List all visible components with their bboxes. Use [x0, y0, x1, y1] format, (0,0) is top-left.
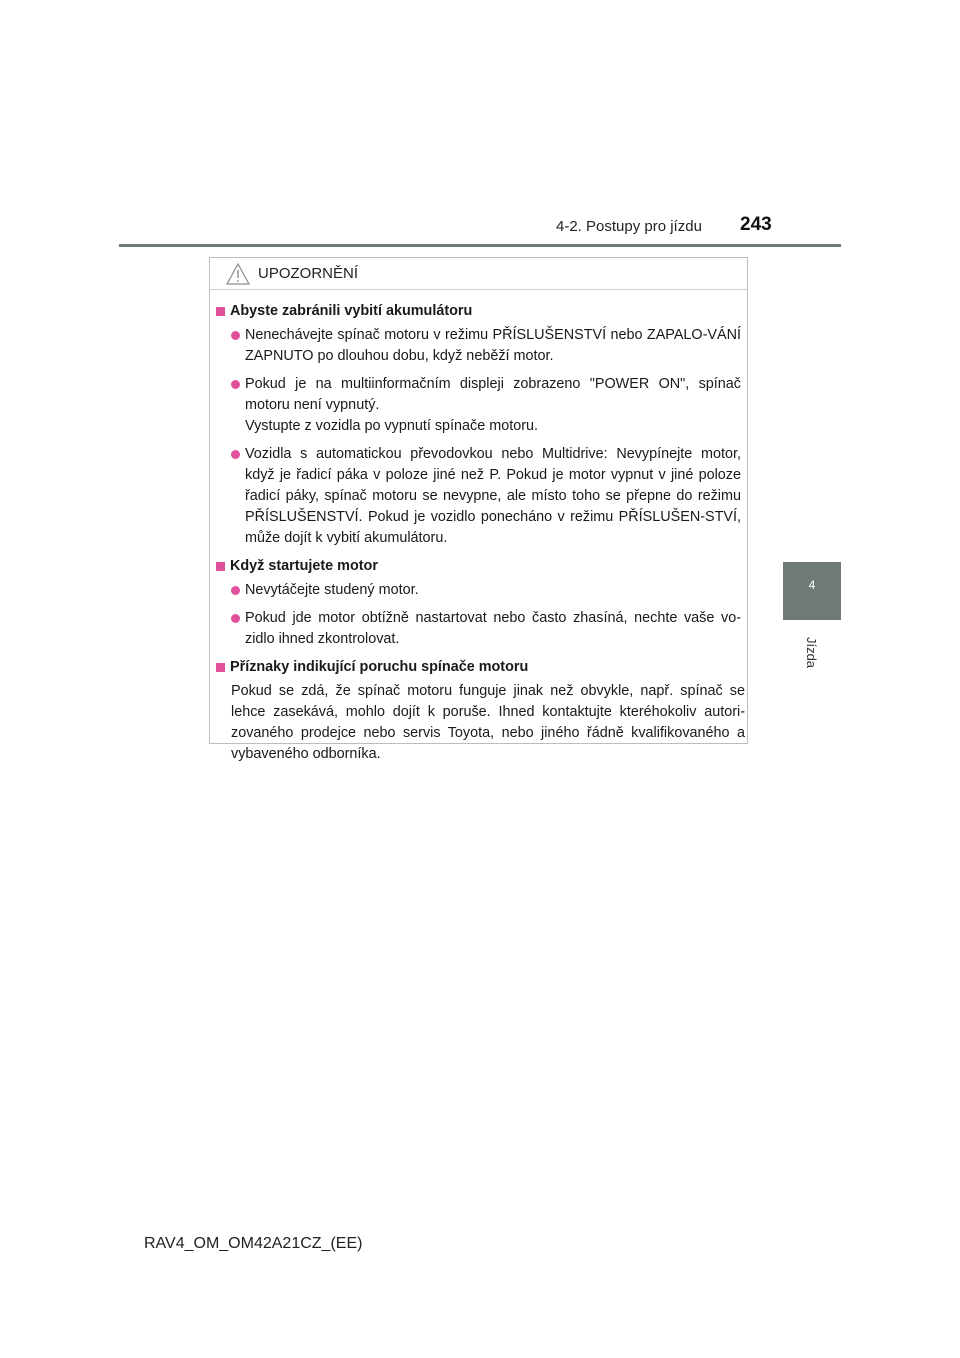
round-bullet-icon — [231, 614, 240, 623]
header-divider — [119, 244, 841, 247]
section-heading — [216, 301, 741, 322]
chapter-label-text: Jízda — [804, 636, 820, 668]
section-heading — [216, 657, 741, 678]
list-item — [231, 608, 741, 650]
list-item — [231, 444, 741, 549]
section-heading-text: Příznaky indikující poruchu spínače motoru — [230, 659, 529, 675]
section-heading-text: Když startujete motor — [230, 558, 378, 574]
list-item — [231, 374, 741, 437]
section-heading-text: Abyste zabránili vybití akumulátoru — [230, 303, 473, 319]
document-id: RAV4_OM_OM42A21CZ_(EE) — [144, 1235, 363, 1252]
list-item — [231, 325, 741, 367]
round-bullet-icon — [231, 450, 240, 459]
round-bullet-icon — [231, 380, 240, 389]
square-bullet-icon — [216, 663, 225, 672]
chapter-label — [783, 622, 841, 682]
list-item-text-continued: Vystupte z vozidla po vypnutí spínače motoru. — [245, 418, 539, 434]
warning-triangle-icon — [226, 263, 250, 285]
caution-header — [210, 258, 747, 290]
caution-body — [210, 290, 747, 765]
chapter-tab: 4 — [783, 562, 841, 620]
list-item-text: Vozidla s automatickou převodovkou nebo Multidrive: Nevypínejte motor, když je řadicí páka v poloze jiné než P. Pokud je motor vypnut v jiné poloze řadicí páky, spínač motoru se nevypne, ale místo toho se přepne do režimu PŘÍSLUŠENSTVÍ. Pokud je vozidlo ponecháno v režimu PŘÍSLUŠEN-STVÍ, může dojít k vybití akumulátoru. — [245, 446, 741, 546]
square-bullet-icon — [216, 562, 225, 571]
list-item-text: Nevytáčejte studený motor. — [245, 582, 419, 598]
caution-title: UPOZORNĚNÍ — [258, 265, 359, 282]
list-item — [231, 580, 741, 601]
header-section-title: 4-2. Postupy pro jízdu — [556, 218, 702, 235]
section-paragraph: Pokud se zdá, že spínač motoru funguje jinak než obvykle, např. spínač se lehce zasekává, mohlo dojít k poruše. Ihned kontaktujte kteréhokoliv autori-zovaného prodejce nebo servis Toyota, nebo jiného řádně kvalifikovaného a vybaveného odborníka. — [231, 683, 745, 762]
page-number: 243 — [740, 214, 772, 235]
section-heading — [216, 556, 741, 577]
round-bullet-icon — [231, 331, 240, 340]
list-item-text: Nenechávejte spínač motoru v režimu PŘÍSLUŠENSTVÍ nebo ZAPALO-VÁNÍ ZAPNUTO po dlouhou dobu, když neběží motor. — [245, 327, 741, 364]
square-bullet-icon — [216, 307, 225, 316]
round-bullet-icon — [231, 586, 240, 595]
list-item-text: Pokud jde motor obtížně nastartovat nebo často zhasíná, nechte vaše vo-zidlo ihned zkontrolovat. — [245, 610, 741, 647]
caution-box — [209, 257, 748, 762]
list-item-text: Pokud je na multiinformačním displeji zobrazeno "POWER ON", spínač motoru není vypnutý. — [245, 376, 741, 413]
